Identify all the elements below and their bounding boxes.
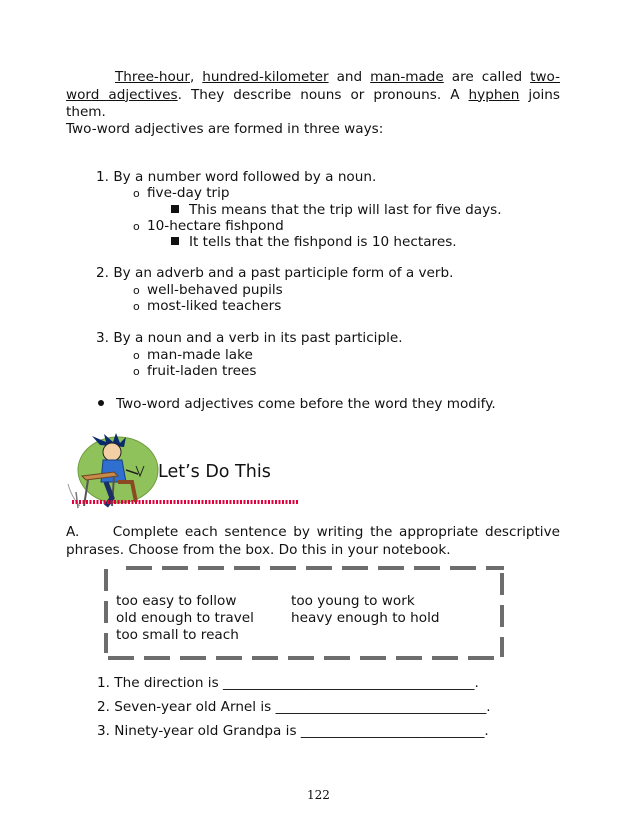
sub-item bbox=[133, 282, 283, 299]
sub-item-text: well-behaved pupils bbox=[147, 282, 283, 298]
term-man-made: man-made bbox=[370, 69, 444, 85]
intro-paragraph bbox=[66, 69, 560, 122]
square-bullet-icon bbox=[171, 205, 179, 213]
phrase-option: old enough to travel bbox=[116, 610, 254, 626]
exercise-sentence: 3. Ninety-year old Grandpa is ___________________________. bbox=[97, 723, 489, 739]
circle-bullet-icon: o bbox=[133, 349, 140, 362]
circle-bullet-icon: o bbox=[133, 300, 140, 313]
box-border bbox=[104, 569, 108, 653]
intro-text: joins them. bbox=[66, 86, 561, 120]
sub-item bbox=[133, 347, 253, 364]
section-title: Let’s Do This bbox=[158, 462, 271, 482]
detail-item bbox=[171, 234, 457, 251]
sub-item bbox=[133, 218, 284, 235]
term-hundred-kilometer: hundred-kilometer bbox=[202, 69, 329, 85]
phrase-option: heavy enough to hold bbox=[291, 610, 440, 626]
sub-item bbox=[133, 185, 230, 202]
bullet-note bbox=[98, 396, 496, 413]
exercise-sentence: 2. Seven-year old Arnel is _______________________________. bbox=[97, 699, 491, 715]
list-item bbox=[96, 169, 376, 186]
list-item bbox=[96, 265, 453, 282]
list-text: By a number word followed by a noun. bbox=[113, 169, 377, 185]
intro-text: . They describe nouns or pronouns. A bbox=[177, 86, 469, 103]
intro-text: and bbox=[328, 69, 371, 85]
term-hyphen: hyphen bbox=[468, 86, 520, 103]
instruction-label: A. bbox=[66, 524, 80, 540]
detail-item bbox=[171, 202, 502, 219]
circle-bullet-icon: o bbox=[133, 220, 140, 233]
box-border bbox=[108, 656, 504, 660]
phrase-option: too young to work bbox=[291, 593, 415, 609]
intro-text: are called bbox=[443, 69, 531, 85]
box-border bbox=[126, 566, 504, 570]
box-border bbox=[500, 573, 504, 657]
detail-text: It tells that the fishpond is 10 hectares. bbox=[189, 234, 457, 250]
list-item bbox=[96, 330, 403, 347]
list-number: 1. bbox=[96, 169, 109, 185]
term-two-word-adjectives: two-word adjectives bbox=[66, 69, 560, 103]
detail-text: This means that the trip will last for five days. bbox=[189, 202, 502, 218]
sub-item bbox=[133, 363, 256, 380]
exercise-sentence: 1. The direction is _____________________________________. bbox=[97, 675, 479, 691]
list-text: By a noun and a verb in its past participle. bbox=[113, 330, 403, 346]
page-number: 122 bbox=[307, 788, 330, 802]
intro-text: , bbox=[189, 69, 203, 85]
circle-bullet-icon: o bbox=[133, 284, 140, 297]
sub-item-text: fruit-laden trees bbox=[147, 363, 257, 379]
formed-line: Two-word adjectives are formed in three ways: bbox=[66, 121, 384, 137]
circle-bullet-icon: o bbox=[133, 187, 140, 200]
box-column-1 bbox=[116, 593, 254, 644]
sub-item-text: most-liked teachers bbox=[147, 298, 282, 314]
section-header bbox=[66, 432, 306, 512]
sub-item-text: man-made lake bbox=[147, 347, 253, 363]
phrase-option: too small to reach bbox=[116, 627, 239, 643]
list-text: By an adverb and a past participle form of a verb. bbox=[113, 265, 454, 281]
bullet-note-text: Two-word adjectives come before the word they modify. bbox=[116, 396, 496, 412]
circle-bullet-icon: o bbox=[133, 365, 140, 378]
instruction-paragraph bbox=[66, 523, 560, 559]
bullet-icon bbox=[98, 400, 104, 406]
box-column-2 bbox=[291, 593, 440, 627]
phrase-option: too easy to follow bbox=[116, 593, 237, 609]
sub-item-text: five-day trip bbox=[147, 185, 230, 201]
sub-item-text: 10-hectare fishpond bbox=[147, 218, 284, 234]
term-three-hour: Three-hour bbox=[115, 69, 190, 85]
list-number: 3. bbox=[96, 330, 109, 346]
word-box bbox=[98, 563, 508, 663]
instruction-text: Complete each sentence by writing the appropriate descriptive phrases. Choose from the box. Do this in your notebook. bbox=[66, 524, 560, 558]
square-bullet-icon bbox=[171, 237, 179, 245]
sub-item bbox=[133, 298, 281, 315]
list-number: 2. bbox=[96, 265, 109, 281]
